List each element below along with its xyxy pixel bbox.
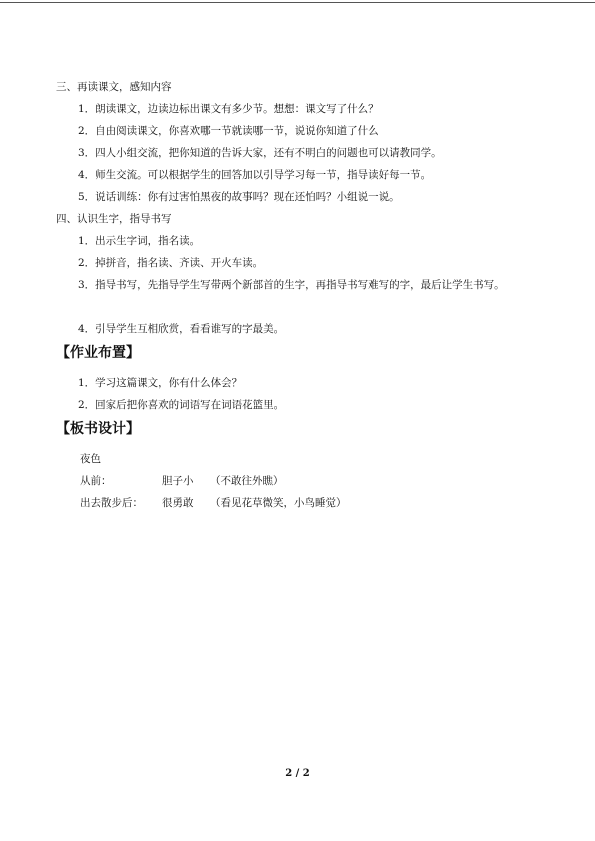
homework-item-2: 2．回家后把你喜欢的词语写在词语花篮里。	[78, 399, 285, 411]
section-3-item-5: 5．说话训练：你有过害怕黑夜的故事吗？现在还怕吗？小组说一说。	[78, 191, 400, 203]
section-4-item-3: 3．指导书写，先指导学生写带两个新部首的生字，再指导书写难写的字，最后让学生书写。	[78, 279, 505, 291]
homework-heading: 【作业布置】	[56, 345, 140, 361]
board-row-2-word: 很勇敢	[162, 497, 194, 509]
board-design-heading: 【板书设计】	[56, 421, 140, 437]
board-row-2-label: 出去散步后：	[80, 497, 143, 509]
section-3-heading: 三、再读课文，感知内容	[56, 81, 172, 93]
section-3-item-4: 4．师生交流。可以根据学生的回答加以引导学习每一节，指导读好每一节。	[78, 169, 432, 181]
section-3-item-3: 3．四人小组交流，把你知道的告诉大家，还有不明白的问题也可以请教同学。	[78, 147, 442, 159]
homework-item-1: 1．学习这篇课文，你有什么体会？	[78, 377, 243, 389]
section-4-item-4: 4．引导学生互相欣赏，看看谁写的字最美。	[78, 323, 285, 335]
board-row-2-note: （看见花草微笑，小鸟睡觉）	[210, 497, 347, 509]
board-row-1-label: 从前：	[80, 475, 112, 487]
section-3-item-1: 1．朗读课文，边读边标出课文有多少节。想想：课文写了什么？	[78, 103, 379, 115]
header-rule	[0, 2, 595, 3]
section-4-item-2: 2．掉拼音，指名读、齐读、开火车读。	[78, 257, 264, 269]
board-row-1-word: 胆子小	[162, 475, 194, 487]
page-number: 2 / 2	[285, 768, 310, 779]
board-title: 夜色	[80, 453, 101, 465]
board-row-1-note: （不敢往外瞧）	[210, 475, 284, 487]
section-4-heading: 四、认识生字，指导书写	[56, 213, 172, 225]
section-3-item-2: 2．自由阅读课文，你喜欢哪一节就读哪一节，说说你知道了什么	[78, 125, 379, 137]
section-4-item-1: 1．出示生字词，指名读。	[78, 235, 201, 247]
